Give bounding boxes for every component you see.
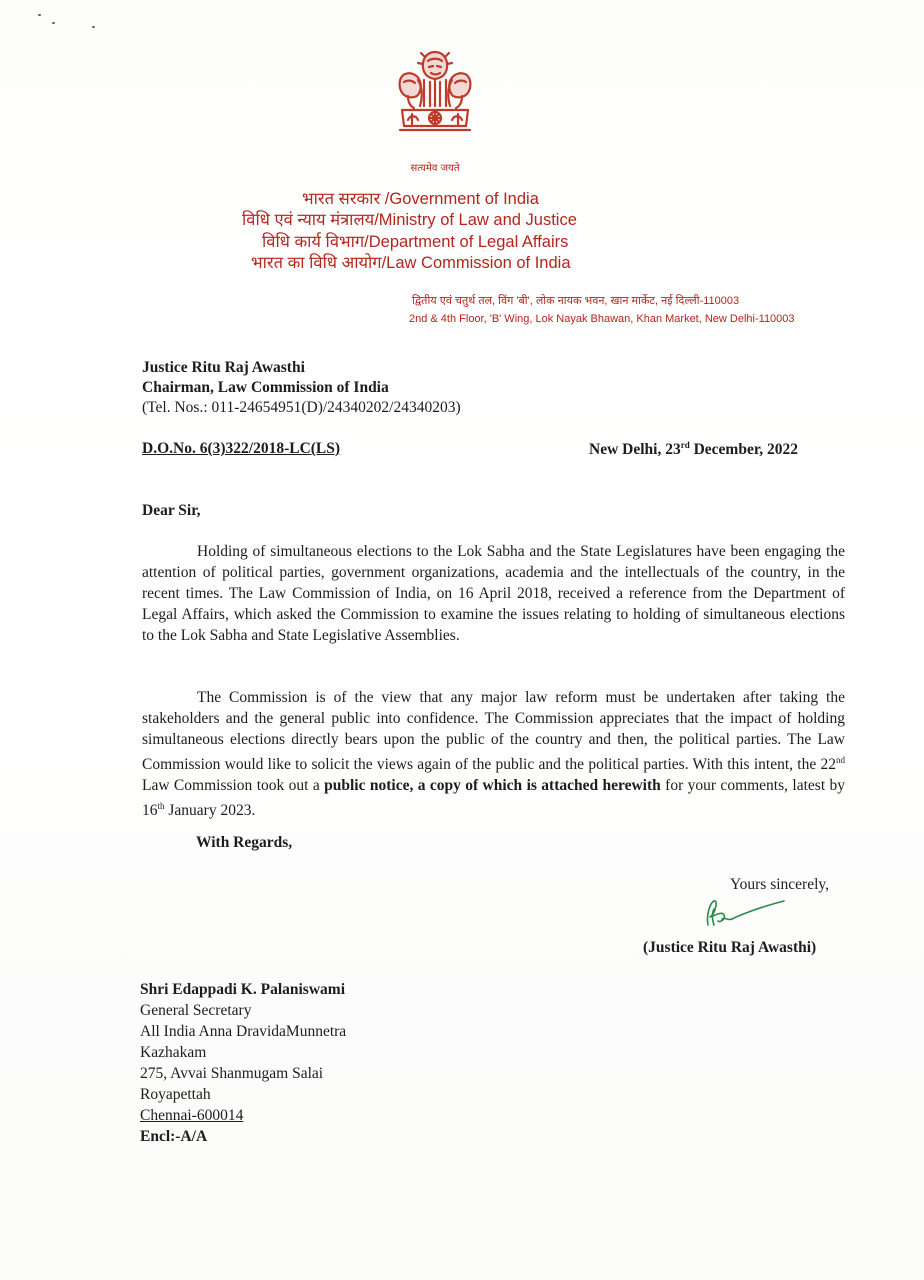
national-emblem-icon [392,44,478,174]
body-paragraph-1: Holding of simultaneous elections to the Lok Sabha and the State Legislatures have been engaging the attention of political parties, government organizations, academia and the intellectuals of the country, in the recent times. The Law Commission of India, on 16 April 2018, received a reference from the Department of Legal Affairs, which asked the Commission to examine the issues relating to holding of simultaneous elections to the Lok Sabha and State Legislative Assemblies. [142,543,845,644]
recipient-line: Royapettah [140,1086,211,1103]
letterhead-address-hindi: द्वितीय एवं चतुर्थ तल, विंग 'बी', लोक नायक भवन, खान मार्केट, नई दिल्ली-110003 [412,295,740,307]
sender-designation: Chairman, Law Commission of India [142,379,389,396]
enclosure: Encl:-A/A [140,1128,208,1145]
body-paragraph-2: The Commission is of the view that any major law reform must be undertaken after taking the stakeholders and the general public into confidence. The Commission appreciates that the impact of holding simultaneous elections directly bears upon the public of the country and then, the political parties. The Law Commission would like to solicit the views again of the public and the political parties. With this intent, the 22nd Law Commission took out a public notice, a copy of which is attached herewith for your comments, latest by 16th January 2023. [142,689,846,820]
scan-speck [52,22,55,24]
signatory-name: (Justice Ritu Raj Awasthi) [643,939,817,956]
recipient-line: All India Anna DravidaMunnetra [140,1023,347,1040]
recipient-line: Kazhakam [140,1044,207,1061]
recipient-line: 275, Avvai Shanmugam Salai [140,1065,324,1082]
letterhead-department: विधि कार्य विभाग/Department of Legal Affairs [262,233,569,251]
regards: With Regards, [196,834,293,851]
public-notice-phrase: public notice, a copy of which is attached herewith [324,777,661,795]
recipient-line: General Secretary [140,1002,252,1019]
recipient-city: Chennai-600014 [140,1107,244,1124]
letter-date: New Delhi, 23rd December, 2022 [589,440,799,459]
scan-speck [92,26,95,28]
do-number: D.O.No. 6(3)322/2018-LC(LS) [142,440,341,457]
letterhead-ministry: विधि एवं न्याय मंत्रालय/Ministry of Law and Justice [242,211,577,229]
signature-icon [700,895,790,935]
yours-sincerely: Yours sincerely, [730,876,830,893]
salutation: Dear Sir, [142,502,201,519]
letterhead-commission: भारत का विधि आयोग/Law Commission of India [251,254,571,272]
sender-phones: (Tel. Nos.: 011-24654951(D)/24340202/24340203) [142,399,461,416]
sender-name: Justice Ritu Raj Awasthi [142,359,305,376]
letterhead-government: भारत सरकार /Government of India [302,190,539,208]
scan-speck [38,14,41,16]
emblem-motto: सत्यमेव जयते [410,163,460,174]
recipient-name: Shri Edappadi K. Palaniswami [140,981,346,998]
letterhead-address-english: 2nd & 4th Floor, 'B' Wing, Lok Nayak Bhawan, Khan Market, New Delhi-110003 [409,313,795,325]
